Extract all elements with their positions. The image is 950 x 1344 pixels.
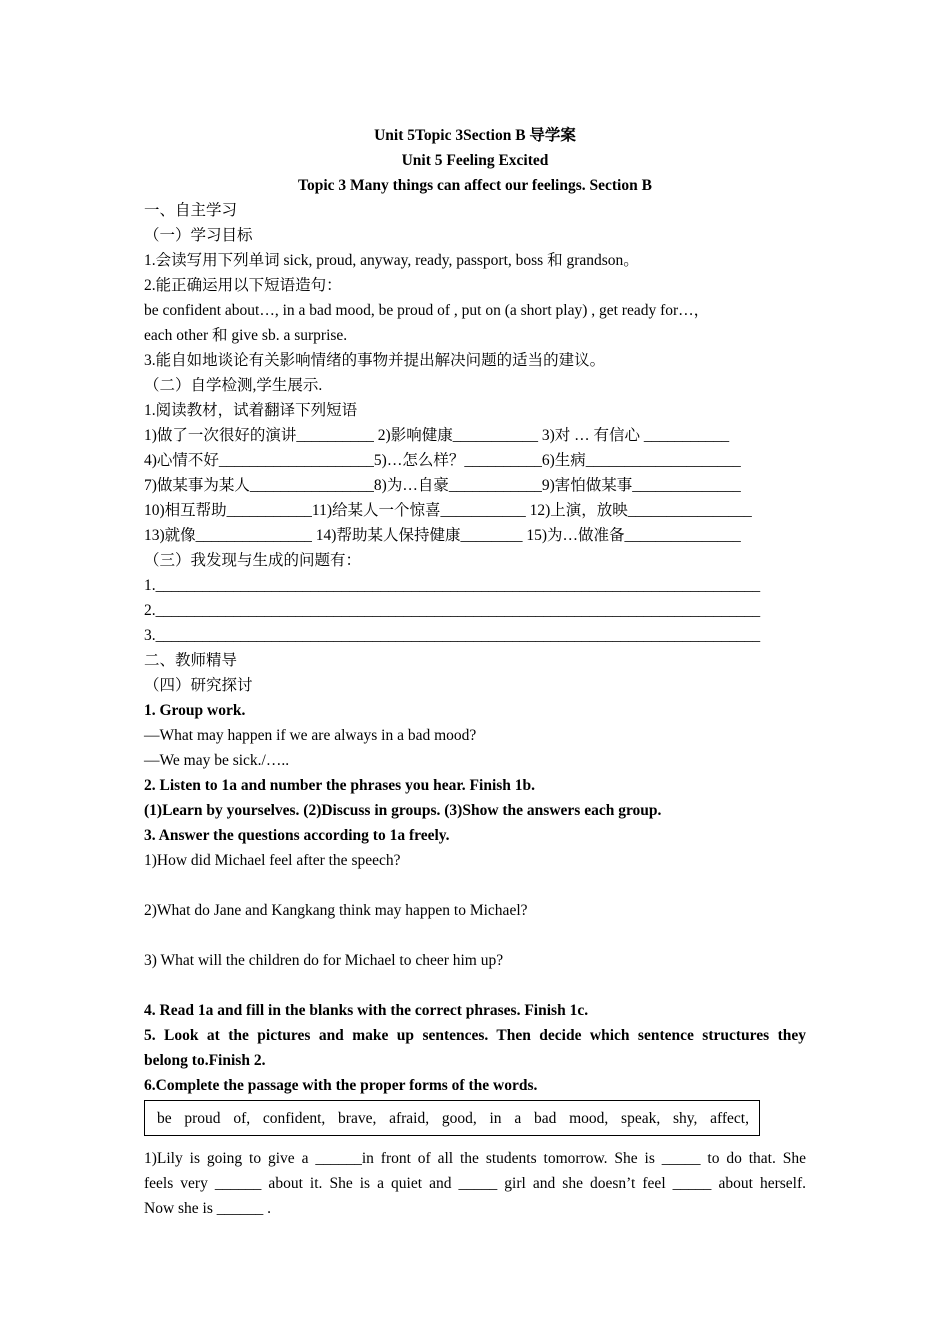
task-heading: 4. Read 1a and fill in the blanks with the correct phrases. Finish 1c. xyxy=(144,1002,589,1019)
subsection-heading-explore: （四）研究探讨 xyxy=(144,677,253,694)
word-bank-box xyxy=(144,1100,760,1136)
section-heading-self-study: 一、自主学习 xyxy=(144,202,238,219)
task-heading-continued: belong to.Finish 2. xyxy=(144,1052,266,1069)
subsection-heading-check: （二）自学检测,学生展示. xyxy=(144,377,323,394)
passage-line: feels very ______ about it. She is a quiet and _____ girl and she doesn’t feel _____ about herself. xyxy=(144,1175,806,1192)
unit-title: Unit 5 Feeling Excited xyxy=(401,152,549,169)
section-heading-teacher-guide: 二、教师精导 xyxy=(144,652,238,669)
task-heading: 2. Listen to 1a and number the phrases you hear. Finish 1b. xyxy=(144,777,536,794)
task-heading: 5. Look at the pictures and make up sentences. Then decide which sentence structures they xyxy=(144,1027,806,1044)
dialog-line: —We may be sick./….. xyxy=(144,752,290,769)
goal-item: 2.能正确运用以下短语造句： xyxy=(144,277,342,294)
task-heading: 3. Answer the questions according to 1a freely. xyxy=(144,827,450,844)
document-title: Unit 5Topic 3Section B 导学案 xyxy=(374,127,576,144)
translation-exercise-line: 7)做某事为某人________________8)为…自豪____________9)害怕做某事______________ xyxy=(144,477,741,494)
subsection-heading-goals: （一）学习目标 xyxy=(144,227,253,244)
passage-line: 1)Lily is going to give a ______in front of all the students tomorrow. She is _____ to do that. She xyxy=(144,1150,806,1167)
topic-title: Topic 3 Many things can affect our feelings. Section B xyxy=(298,177,652,194)
word-bank-text: be proud of, confident, brave, afraid, good, in a bad mood, speak, shy, affect, xyxy=(157,1110,749,1127)
goal-phrases: each other 和 give sb. a surprise. xyxy=(144,327,348,344)
task-heading: 1. Group work. xyxy=(144,702,246,719)
translation-exercise-line: 1)做了一次很好的演讲__________ 2)影响健康___________ 3)对 … 有信心 ___________ xyxy=(144,427,730,444)
check-instruction: 1.阅读教材，试着翻译下列短语 xyxy=(144,402,358,419)
subsection-heading-questions: （三）我发现与生成的问题有： xyxy=(144,552,362,569)
task-heading: 6.Complete the passage with the proper forms of the words. xyxy=(144,1077,538,1094)
goal-item: 1.会读写用下列单词 sick, proud, anyway, ready, passport, boss 和 grandson。 xyxy=(144,252,639,269)
question-blank-line: 3.______________________________________________________________________________ xyxy=(144,627,761,644)
question-blank-line: 1.______________________________________________________________________________ xyxy=(144,577,761,594)
task-steps: (1)Learn by yourselves. (2)Discuss in groups. (3)Show the answers each group. xyxy=(144,802,662,819)
dialog-line: —What may happen if we are always in a bad mood? xyxy=(144,727,477,744)
translation-exercise-line: 4)心情不好____________________5)…怎么样？__________6)生病____________________ xyxy=(144,452,741,469)
comprehension-question: 3) What will the children do for Michael to cheer him up? xyxy=(144,952,504,969)
passage-line: Now she is ______ . xyxy=(144,1200,272,1217)
question-blank-line: 2.______________________________________________________________________________ xyxy=(144,602,761,619)
goal-item: 3.能自如地谈论有关影响情绪的事物并提出解决问题的适当的建议。 xyxy=(144,352,606,369)
translation-exercise-line: 10)相互帮助___________11)给某人一个惊喜___________ 12)上演，放映________________ xyxy=(144,502,752,519)
comprehension-question: 1)How did Michael feel after the speech? xyxy=(144,852,401,869)
goal-phrases: be confident about…, in a bad mood, be proud of , put on (a short play) , get ready for…， xyxy=(144,302,710,319)
comprehension-question: 2)What do Jane and Kangkang think may happen to Michael? xyxy=(144,902,528,919)
translation-exercise-line: 13)就像_______________ 14)帮助某人保持健康________ 15)为…做准备_______________ xyxy=(144,527,741,544)
